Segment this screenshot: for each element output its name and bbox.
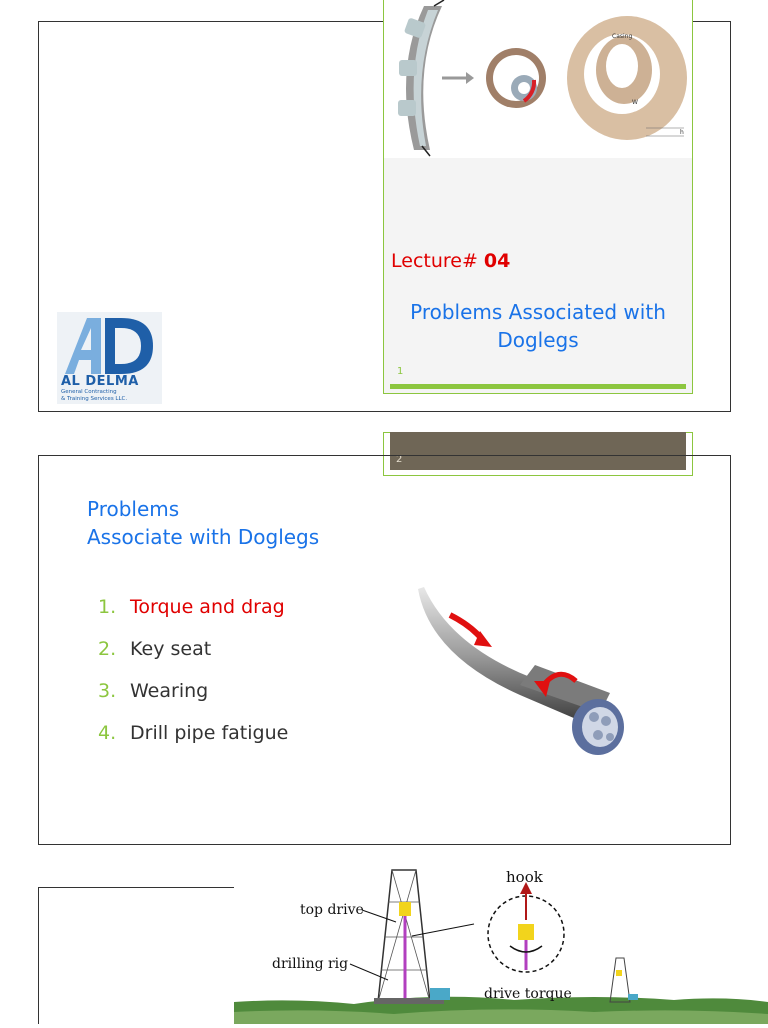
slide-1-title-line-2: Doglegs [497, 328, 579, 352]
slide-2-page-number: 2 [396, 454, 403, 465]
logo-subtitle-1: General Contracting [61, 389, 117, 395]
list-number-3: 3. [98, 680, 117, 702]
logo-subtitle-2: & Training Services LLC. [61, 396, 128, 402]
lecture-number: 04 [483, 250, 511, 272]
company-logo [57, 312, 162, 404]
slide-3-border-top [38, 887, 234, 888]
drilling-rig-label: drilling rig [272, 956, 349, 972]
list-item-1 [98, 596, 285, 618]
list-number-1: 1. [98, 596, 117, 618]
list-text-4: Drill pipe fatigue [130, 722, 289, 744]
slide-1-title [384, 298, 692, 354]
list-item-3 [98, 680, 208, 702]
list-text-3: Wearing [130, 680, 209, 702]
figure-area [384, 0, 692, 158]
drilling-rig-figure [234, 862, 768, 1024]
slide-2-title [87, 495, 319, 551]
list-text-1: Torque and drag [130, 596, 285, 618]
lecture-heading [391, 250, 510, 272]
slide-2-title-line-2: Associate with Doglegs [87, 525, 320, 549]
al-delma-logo-icon [57, 312, 162, 378]
top-drive-label: top drive [300, 902, 364, 918]
list-item-4 [98, 722, 288, 744]
hook-label: hook [506, 868, 543, 886]
slide-1-title-line-1: Problems Associated with [410, 300, 666, 324]
slide-1-accent-bar [390, 384, 686, 389]
h-label: h [680, 129, 684, 136]
drilling-rig-diagram [234, 862, 768, 1024]
slide-2-title-line-1: Problems [87, 497, 180, 521]
slide-1-page-number: 1 [397, 366, 404, 377]
list-number-2: 2. [98, 638, 117, 660]
drill-bit-illustration [410, 585, 635, 765]
drill-bit-icon [410, 585, 635, 765]
list-item-2 [98, 638, 211, 660]
list-number-4: 4. [98, 722, 117, 744]
keyseat-figure [384, 0, 692, 158]
slide-3-border-left [38, 887, 39, 1024]
w-label: W [632, 99, 638, 106]
casing-label: Casing [612, 33, 633, 40]
lecture-prefix: Lecture# [391, 250, 484, 272]
list-text-2: Key seat [130, 638, 212, 660]
logo-name: AL DELMA [61, 374, 139, 389]
drive-torque-label: drive torque [484, 986, 572, 1002]
